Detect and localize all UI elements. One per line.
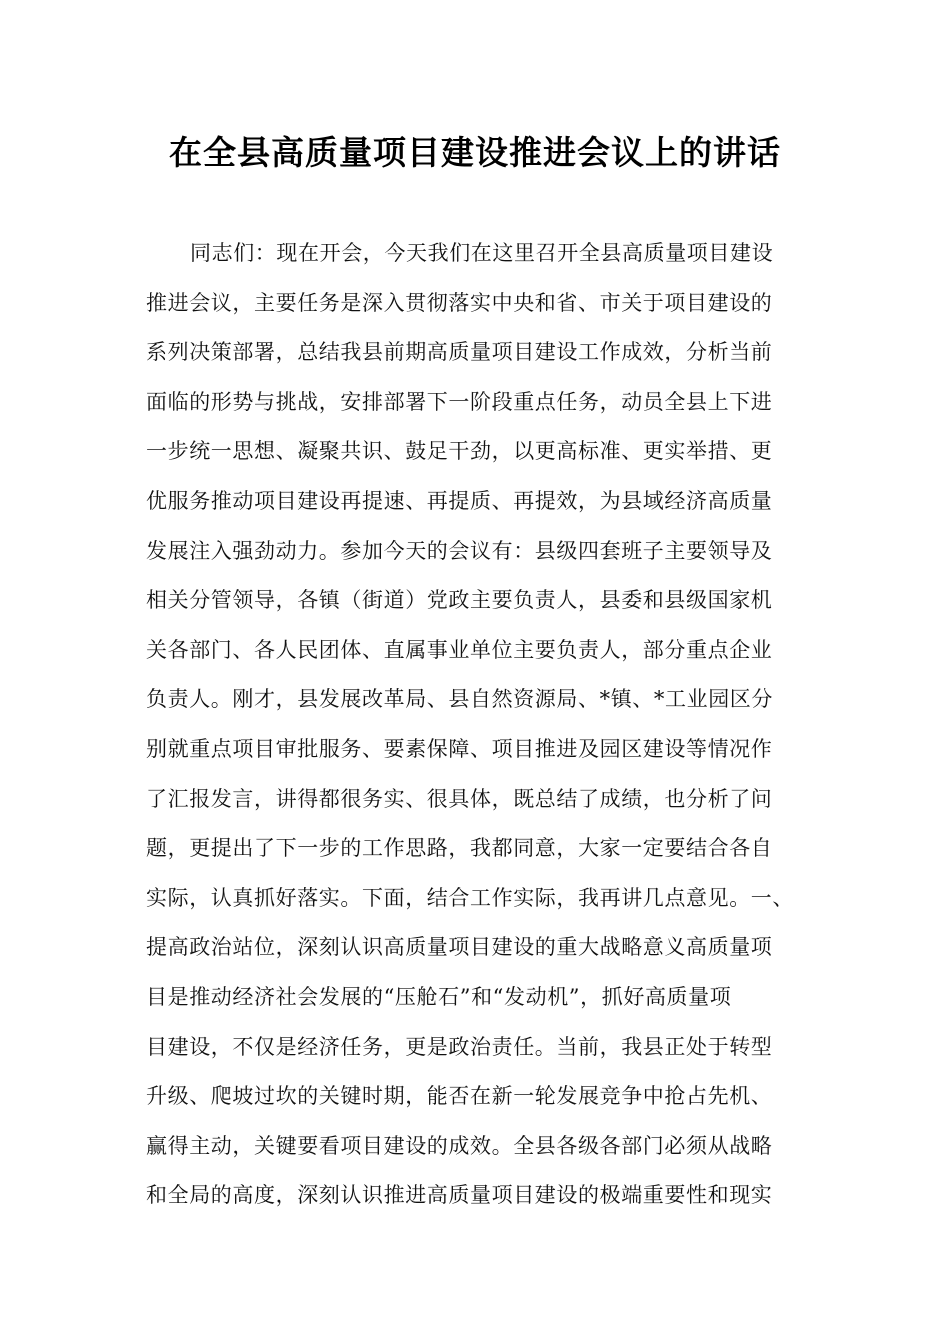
document-body bbox=[146, 229, 826, 1221]
body-line-11: 别就重点项目审批服务、要素保障、项目推进及园区建设等情况作 bbox=[146, 736, 773, 761]
body-line-5: 一步统一思想、凝聚共识、鼓足干劲，以更高标准、更实举措、更 bbox=[146, 439, 773, 464]
body-line-7: 发展注入强劲动力。参加今天的会议有：县级四套班子主要领导及 bbox=[146, 538, 773, 563]
body-line-14: 实际，认真抓好落实。下面，结合工作实际，我再讲几点意见。一、 bbox=[146, 885, 794, 910]
body-line-10: 负责人。刚才，县发展改革局、县自然资源局、*镇、*工业园区分 bbox=[146, 687, 773, 712]
body-line-3: 系列决策部署，总结我县前期高质量项目建设工作成效，分析当前 bbox=[146, 340, 773, 365]
body-line-9: 关各部门、各人民团体、直属事业单位主要负责人，部分重点企业 bbox=[146, 637, 773, 662]
body-line-4: 面临的形势与挑战，安排部署下一阶段重点任务，动员全县上下进 bbox=[146, 389, 773, 414]
document-title: 在全县高质量项目建设推进会议上的讲话 bbox=[169, 133, 781, 172]
body-line-6: 优服务推动项目建设再提速、再提质、再提效，为县域经济高质量 bbox=[146, 488, 773, 513]
body-line-13: 题，更提出了下一步的工作思路，我都同意，大家一定要结合各自 bbox=[146, 836, 773, 861]
body-line-2: 推进会议，主要任务是深入贯彻落实中央和省、市关于项目建设的 bbox=[146, 290, 773, 315]
body-line-20: 和全局的高度，深刻认识推进高质量项目建设的极端重要性和现实 bbox=[146, 1183, 773, 1208]
body-line-17: 目建设，不仅是经济任务，更是政治责任。当前，我县正处于转型 bbox=[146, 1034, 773, 1059]
body-line-15: 提高政治站位，深刻认识高质量项目建设的重大战略意义高质量项 bbox=[146, 935, 773, 960]
body-line-16: 目是推动经济社会发展的“压舱石”和“发动机”，抓好高质量项 bbox=[146, 984, 732, 1009]
body-line-8: 相关分管领导，各镇（街道）党政主要负责人，县委和县级国家机 bbox=[146, 588, 773, 613]
body-line-12: 了汇报发言，讲得都很务实、很具体，既总结了成绩，也分析了问 bbox=[146, 786, 773, 811]
body-line-1: 同志们：现在开会，今天我们在这里召开全县高质量项目建设 bbox=[190, 241, 774, 265]
body-line-18: 升级、爬坡过坎的关键时期，能否在新一轮发展竞争中抢占先机、 bbox=[146, 1084, 773, 1109]
body-line-19: 赢得主动，关键要看项目建设的成效。全县各级各部门必须从战略 bbox=[146, 1133, 773, 1158]
